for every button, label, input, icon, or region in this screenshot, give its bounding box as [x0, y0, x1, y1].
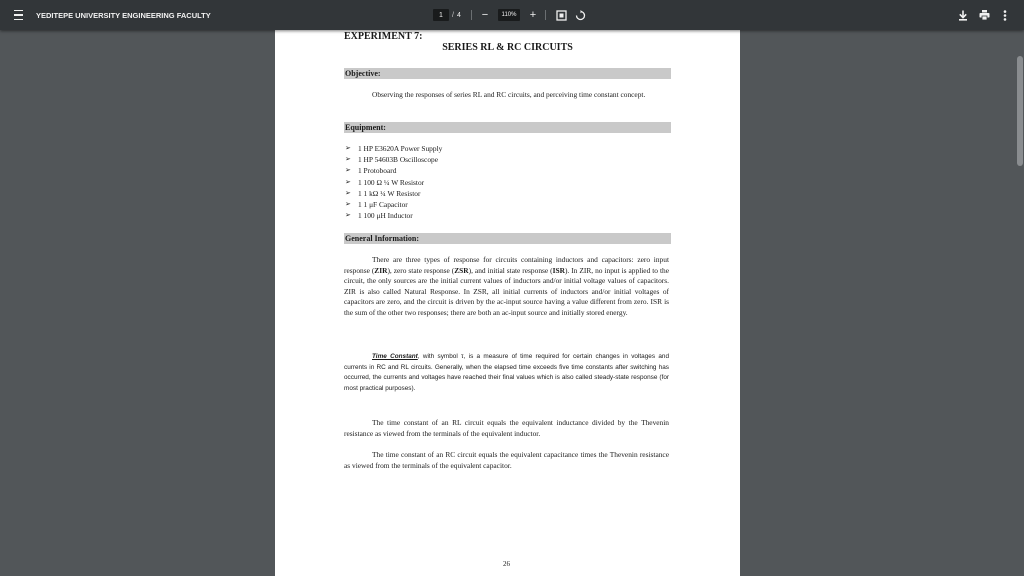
list-item: ➢ 1 HP 54603B Oscilloscope	[345, 155, 438, 165]
equipment-list	[345, 143, 442, 221]
equipment-heading: Equipment:	[344, 122, 671, 133]
list-item: ➢ 1 HP E3620A Power Supply	[345, 144, 443, 153]
pdf-toolbar	[0, 0, 1024, 30]
page-number: 26	[503, 560, 510, 568]
bullet-icon: ➢	[345, 166, 351, 175]
bullet-icon: ➢	[345, 155, 351, 164]
list-item: ➢ 1 1 μF Capacitor	[345, 200, 408, 210]
list-item: ➢ 1 100 Ω ¼ W Resistor	[345, 177, 425, 187]
current-page-input[interactable]: 1	[433, 9, 449, 21]
general-information-heading: General Information:	[344, 233, 671, 244]
download-icon[interactable]	[956, 0, 970, 30]
scrollbar-thumb[interactable]	[1017, 56, 1023, 166]
bullet-icon: ➢	[345, 188, 351, 197]
rl-time-constant-paragraph: The time constant of an RL circuit equals the equivalent inductance divided by the Thevenin resistance as viewed from the terminals of the equivalent inductor.	[344, 418, 669, 438]
zoom-out-button[interactable]: −	[481, 9, 489, 21]
document-heading: SERIES RL & RC CIRCUITS	[442, 42, 573, 53]
time-constant-paragraph: Time Constant, with symbol τ, is a measure of time required for certain changes in voltages and currents in RC and RL circuits. Generally, when the elapsed time exceeds five time constants after switching has occurred, the currents and voltages have reached their final values which is also called steady-state response (for most practical purposes).	[344, 353, 669, 392]
time-constant-term: Time Constant	[372, 353, 418, 360]
pdf-page	[275, 30, 740, 576]
zoom-level-input[interactable]: 110%	[498, 9, 520, 21]
fit-page-icon[interactable]	[554, 0, 568, 30]
bullet-icon: ➢	[345, 211, 351, 220]
bullet-icon: ➢	[345, 177, 351, 186]
general-info-paragraph: There are three types of response for circuits containing inductors and capacitors: zero input response (ZIR), zero state response (ZSR), and initial state response (ISR). In ZIR, no input is applied to the circuit, the only sources are the initial current values of inductors and/or initial voltage values of capacitors. ZIR is also called Natural Response. In ZSR, all initial currents of inductors and/or initial voltages of capacitors are zero, and the circuit is driven by the ac-input source having a value different from zero. ISR is the sum of the other two responses; there are both an ac-input source and initially stored energy.	[344, 255, 670, 317]
page-separator: /	[452, 11, 454, 19]
total-pages: 4	[457, 11, 461, 19]
objective-heading: Objective:	[344, 68, 671, 79]
more-vert-icon[interactable]	[998, 0, 1012, 30]
rotate-icon[interactable]	[573, 0, 587, 30]
menu-icon[interactable]	[10, 0, 26, 30]
print-icon[interactable]	[977, 0, 991, 30]
document-title: YEDITEPE UNIVERSITY ENGINEERING FACULTY	[36, 10, 211, 20]
zoom-in-button[interactable]: +	[529, 9, 537, 21]
toolbar-divider	[471, 10, 472, 20]
bullet-icon: ➢	[345, 200, 351, 209]
list-item: ➢ 1 100 μH Inductor	[345, 211, 413, 221]
experiment-label: EXPERIMENT 7:	[344, 31, 423, 42]
list-item: ➢ 1 Protoboard	[345, 166, 397, 176]
toolbar-divider	[545, 10, 546, 20]
objective-text: Observing the responses of series RL and RC circuits, and perceiving time constant concept.	[372, 90, 646, 99]
bullet-icon: ➢	[345, 144, 351, 152]
list-item: ➢ 1 1 kΩ ¼ W Resistor	[345, 188, 421, 198]
rc-time-constant-paragraph: The time constant of an RC circuit equals the equivalent capacitance times the Thevenin resistance as viewed from the terminals of the equivalent capacitor.	[344, 450, 669, 470]
